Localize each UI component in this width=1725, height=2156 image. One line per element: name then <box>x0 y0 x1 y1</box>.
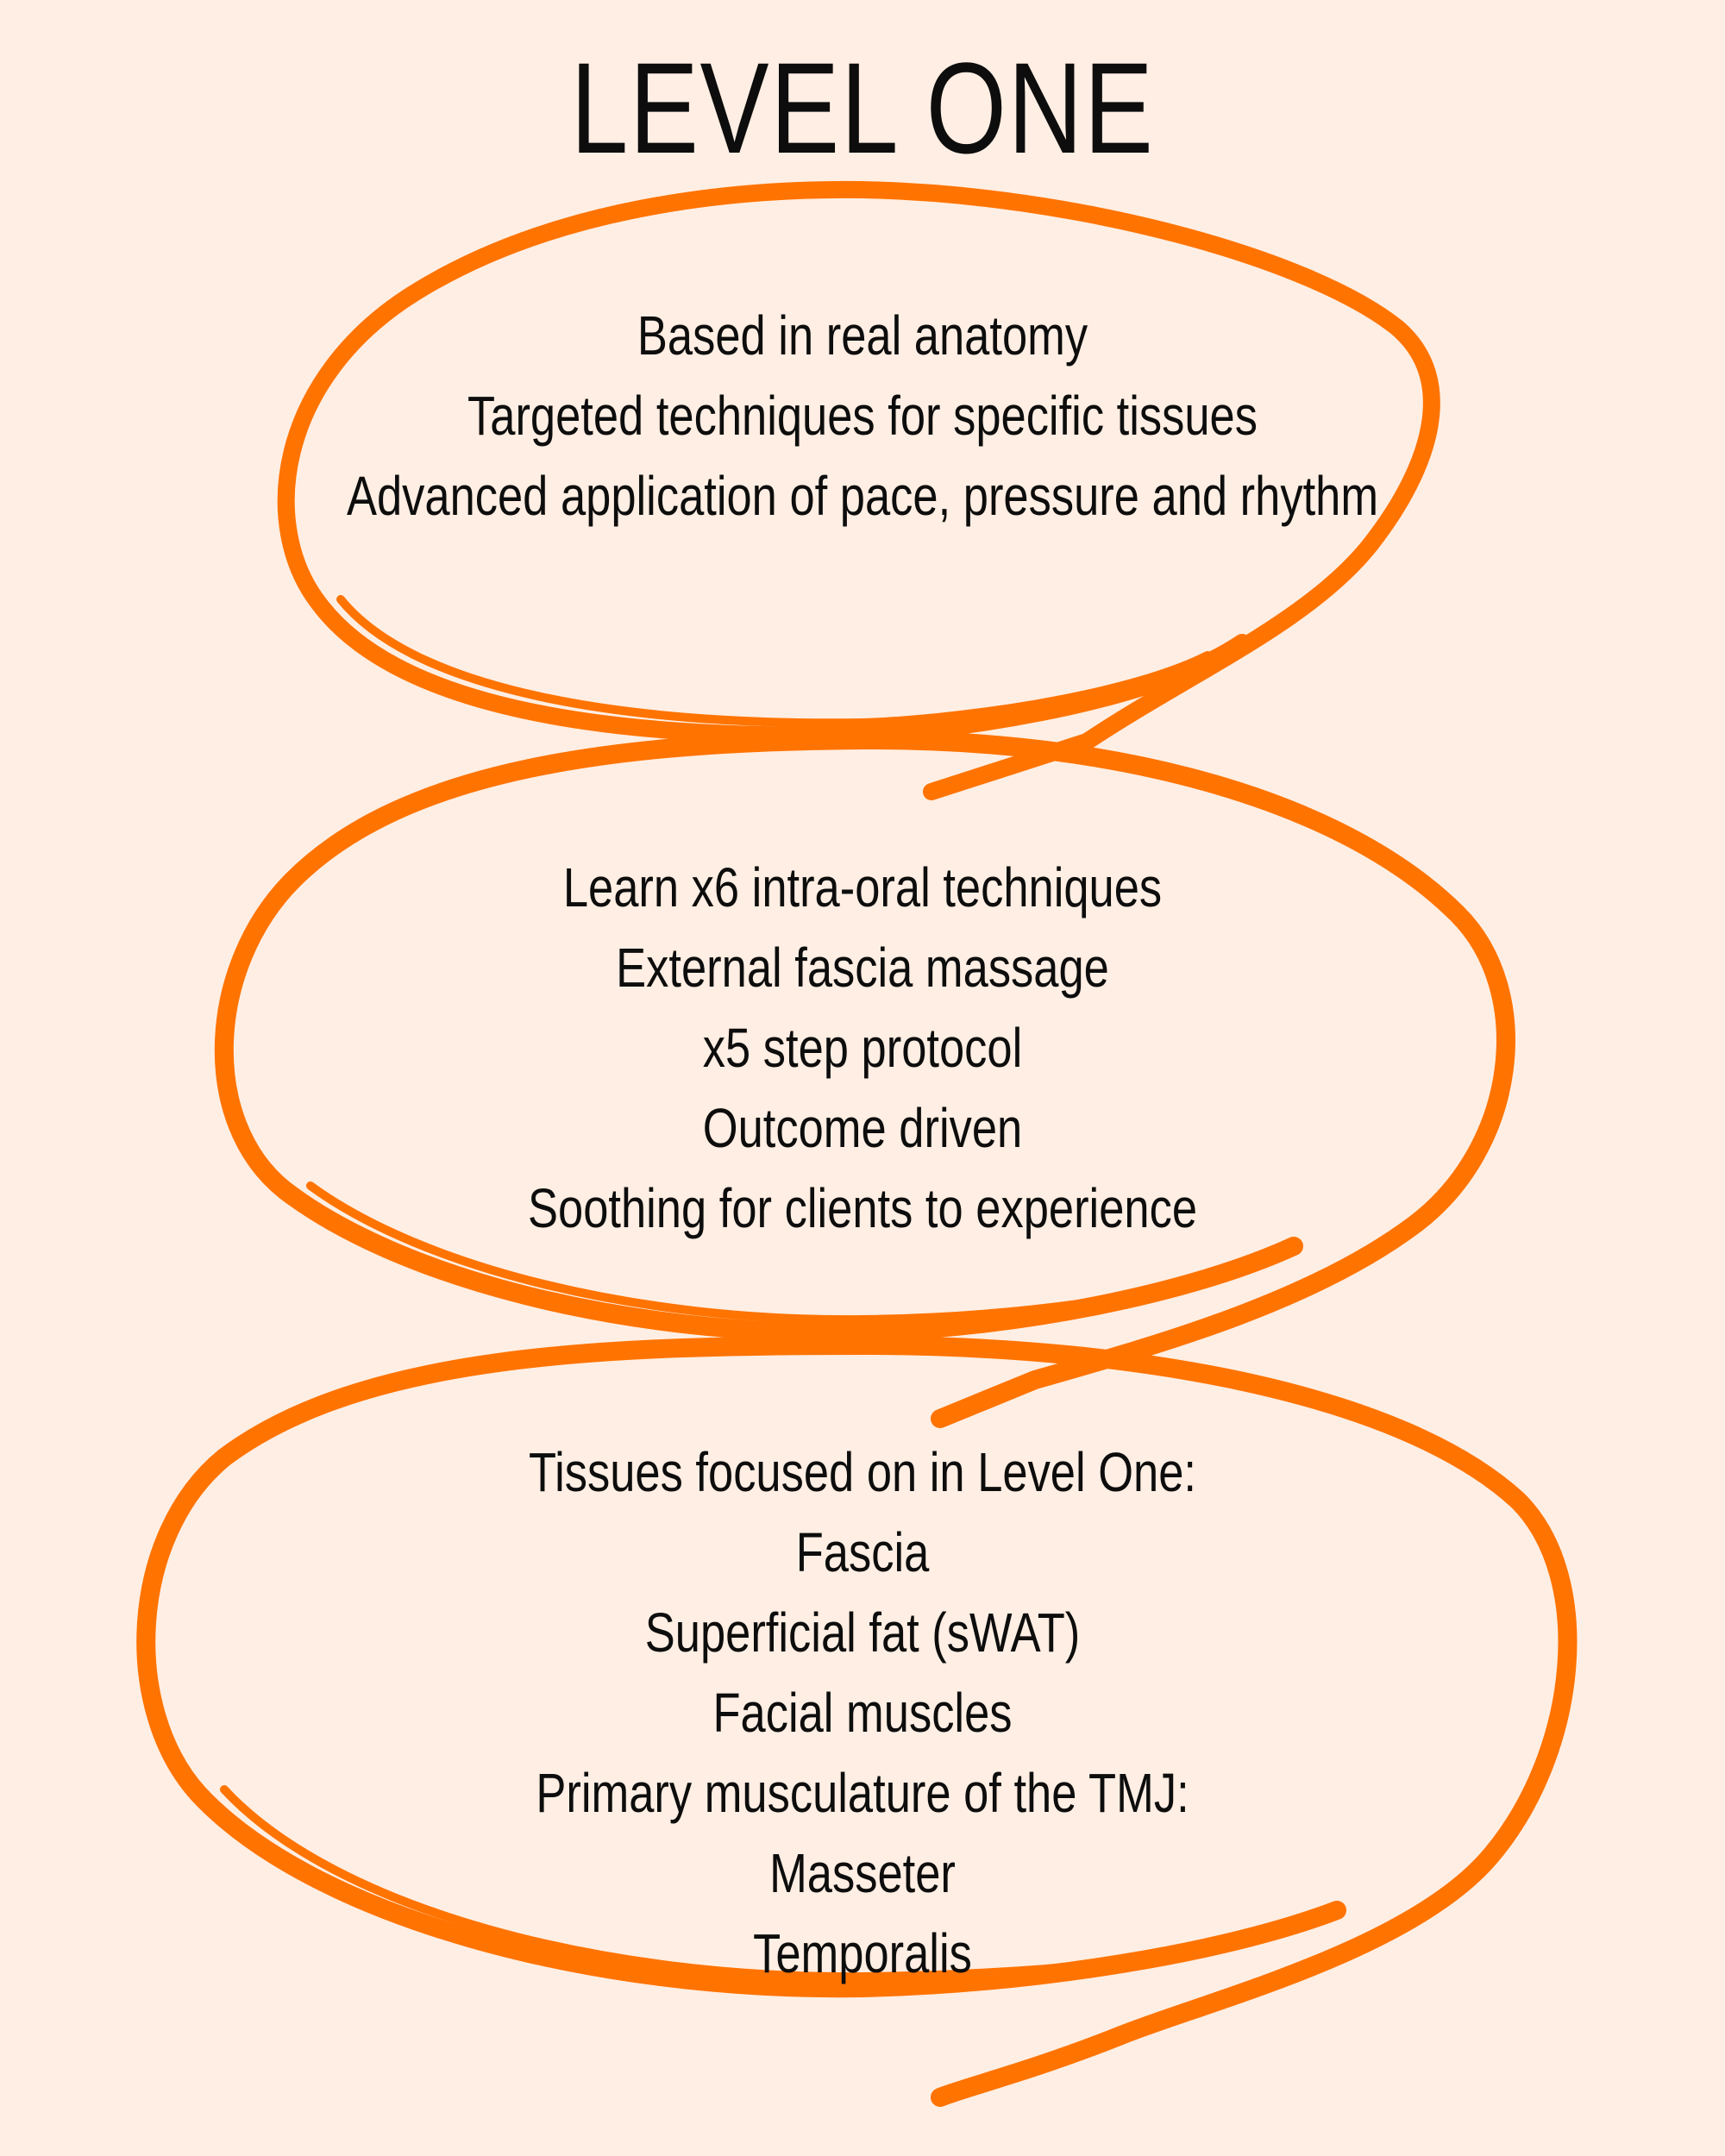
bubble-three-line: Fascia <box>795 1521 930 1583</box>
bubble-three-line: Temporalis <box>753 1922 972 1984</box>
bubble-three-line: Superficial fat (sWAT) <box>644 1601 1081 1664</box>
bubble-one-line: Advanced application of pace, pressure and rhythm <box>346 465 1379 527</box>
bubble-two-line: Outcome driven <box>702 1097 1023 1159</box>
bubble-three-line: Facial muscles <box>712 1682 1013 1744</box>
bubble-one-text <box>0 296 1725 536</box>
bubble-two-line: x5 step protocol <box>702 1017 1023 1079</box>
bubble-two-line: Soothing for clients to experience <box>527 1177 1198 1239</box>
bubble-three-line: Tissues focused on in Level One: <box>528 1441 1197 1503</box>
bubble-one-line: Based in real anatomy <box>637 304 1088 367</box>
bubble-three-line: Primary musculature of the TMJ: <box>536 1762 1189 1824</box>
bubble-two-text <box>0 848 1725 1249</box>
bubble-three-line: Masseter <box>769 1842 956 1904</box>
bubble-three-text <box>0 1432 1725 1994</box>
bubble-two-line: Learn x6 intra-oral techniques <box>562 856 1163 918</box>
page-title: LEVEL ONE <box>570 35 1155 180</box>
bubble-one-line: Targeted techniques for specific tissues <box>467 385 1258 447</box>
bubble-two-line: External fascia massage <box>616 937 1109 999</box>
